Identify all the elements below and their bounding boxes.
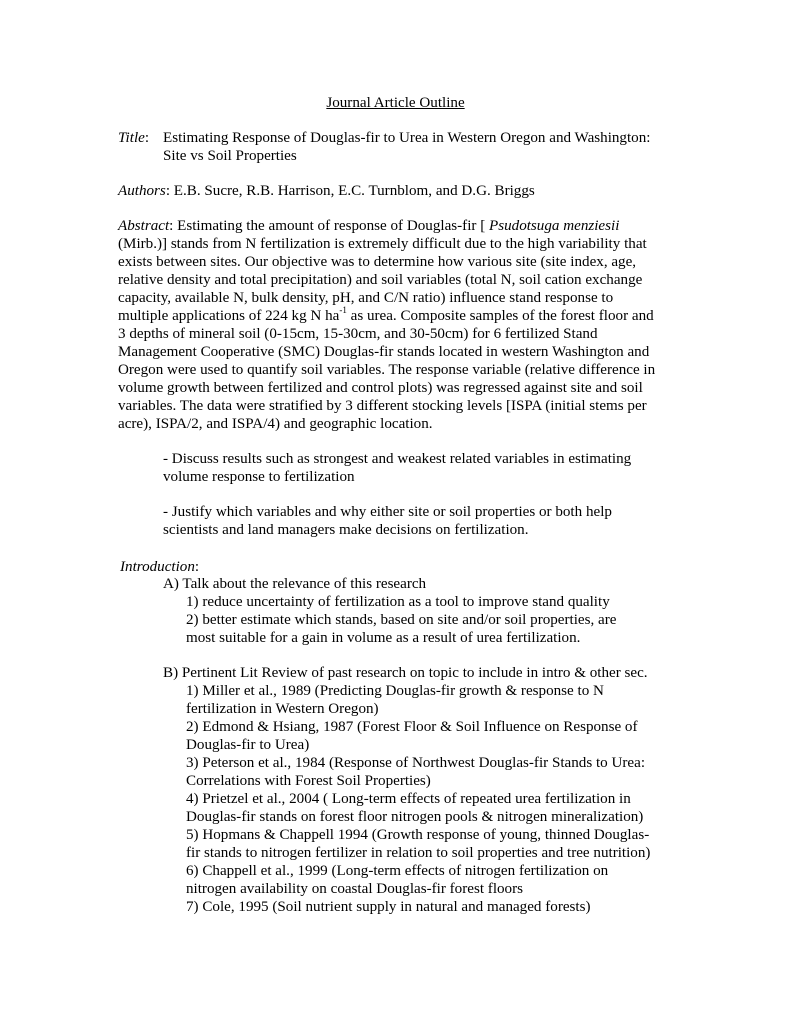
abstract-line-4: relative density and total precipitation) and soil variables (total N, soil cation exchange (118, 272, 643, 288)
ref-line-1: 1) Miller et al., 1989 (Predicting Douglas-fir growth & response to N (186, 683, 604, 699)
ref-line-4: Douglas-fir to Urea) (186, 737, 310, 753)
ref-line-13: 7) Cole, 1995 (Soil nutrient supply in natural and managed forests) (186, 899, 591, 915)
ref-line-9: 5) Hopmans & Chappell 1994 (Growth response of young, thinned Douglas- (186, 827, 650, 843)
abstract-line-11: variables. The data were stratified by 3 different stocking levels [ISPA (initial stems per (118, 398, 647, 414)
ref-line-7: 4) Prietzel et al., 2004 ( Long-term effects of repeated urea fertilization in (186, 791, 631, 807)
title-colon: : (144, 130, 150, 146)
ref-line-2: fertilization in Western Oregon) (186, 701, 379, 717)
introduction-label: Introduction (120, 559, 195, 575)
abstract-text-6a: multiple applications of 224 kg N ha (118, 308, 340, 324)
note-2-line-2: scientists and land managers make decisions on fertilization. (163, 522, 529, 538)
document-heading: Journal Article Outline (326, 95, 465, 111)
section-a-item-2-line-2: most suitable for a gain in volume as a result of urea fertilization. (186, 630, 581, 646)
abstract-line-9: Oregon were used to quantify soil variables. The response variable (relative difference in (118, 362, 656, 378)
title-text-line-1: Estimating Response of Douglas-fir to Urea in Western Oregon and Washington: (163, 130, 651, 146)
section-a-item-2-line-1: 2) better estimate which stands, based on site and/or soil properties, are (186, 612, 617, 628)
abstract-line-10: volume growth between fertilized and control plots) was regressed against site and soil (118, 380, 643, 396)
introduction-colon: : (194, 559, 200, 575)
abstract-line-7: 3 depths of mineral soil (0-15cm, 15-30cm, and 30-50cm) for 6 fertilized Stand (118, 326, 598, 342)
title-line-1 (118, 129, 149, 147)
abstract-text-1a: : Estimating the amount of response of Douglas-fir [ (169, 218, 489, 234)
ref-line-3: 2) Edmond & Hsiang, 1987 (Forest Floor & Soil Influence on Response of (186, 719, 638, 735)
abstract-line-8: Management Cooperative (SMC) Douglas-fir stands located in western Washington and (118, 344, 650, 360)
note-2-line-1: - Justify which variables and why either site or soil properties or both help (163, 504, 612, 520)
abstract-line-12: acre), ISPA/2, and ISPA/4) and geographic location. (118, 416, 433, 432)
note-1-line-2: volume response to fertilization (163, 469, 355, 485)
abstract-superscript: -1 (339, 304, 347, 315)
ref-line-12: nitrogen availability on coastal Douglas-fir forest floors (186, 881, 524, 897)
abstract-line-3: exists between sites. Our objective was to determine how various site (site index, age, (118, 254, 637, 270)
note-1-line-1: - Discuss results such as strongest and weakest related variables in estimating (163, 451, 632, 467)
abstract-line-1 (118, 217, 619, 235)
abstract-text-6b: as urea. Composite samples of the forest floor and (346, 308, 654, 324)
section-a-heading: A) Talk about the relevance of this research (163, 576, 427, 592)
authors-label: Authors (118, 183, 166, 199)
abstract-line-6 (118, 304, 654, 325)
ref-line-10: fir stands to nitrogen fertilizer in relation to soil properties and tree nutrition) (186, 845, 651, 861)
authors-text: : E.B. Sucre, R.B. Harrison, E.C. Turnblom, and D.G. Briggs (165, 183, 535, 199)
ref-line-8: Douglas-fir stands on forest floor nitrogen pools & nitrogen mineralization) (186, 809, 644, 825)
section-a-item-1: 1) reduce uncertainty of fertilization as a tool to improve stand quality (186, 594, 610, 610)
ref-line-6: Correlations with Forest Soil Properties) (186, 773, 431, 789)
title-label: Title (118, 130, 145, 146)
abstract-label: Abstract (118, 218, 170, 234)
ref-line-5: 3) Peterson et al., 1984 (Response of Northwest Douglas-fir Stands to Urea: (186, 755, 646, 771)
title-text-line-2: Site vs Soil Properties (163, 148, 297, 164)
authors-line (118, 182, 535, 200)
section-b-heading: B) Pertinent Lit Review of past research on topic to include in intro & other sec. (163, 665, 648, 681)
introduction-heading (120, 558, 199, 576)
abstract-species: Psudotsuga menziesii (489, 218, 620, 234)
ref-line-11: 6) Chappell et al., 1999 (Long-term effects of nitrogen fertilization on (186, 863, 609, 879)
abstract-line-5: capacity, available N, bulk density, pH, and C/N ratio) influence stand response to (118, 290, 614, 306)
abstract-line-2: (Mirb.)] stands from N fertilization is extremely difficult due to the high variability that (118, 236, 647, 252)
